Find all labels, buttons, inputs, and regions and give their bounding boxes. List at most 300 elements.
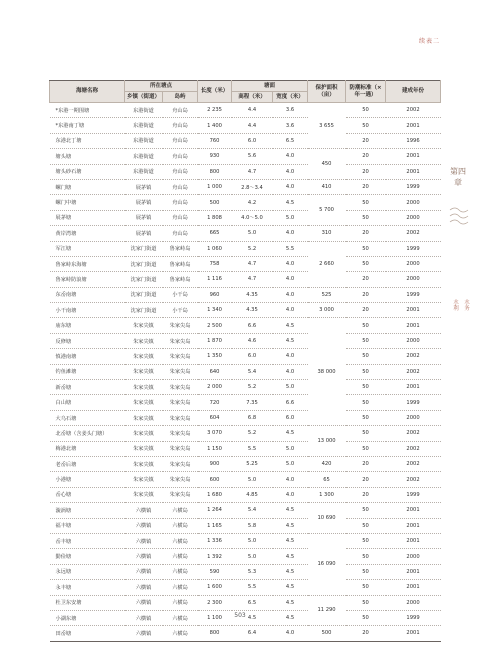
island-cell: 朱家尖岛 — [163, 426, 198, 441]
length-cell: 1 150 — [198, 441, 232, 456]
seawall-name: *东港一期围塘 — [50, 103, 125, 118]
width-cell: 4.5 — [273, 610, 308, 625]
length-cell: 800 — [198, 164, 232, 179]
island-cell: 小干岛 — [163, 287, 198, 302]
table-row — [50, 380, 441, 395]
island-cell: 朱家尖岛 — [163, 472, 198, 487]
length-cell: 600 — [198, 472, 232, 487]
area-cell: 5 700 — [308, 195, 346, 226]
island-cell: 鲁家峙岛 — [163, 241, 198, 256]
seawall-name: 军江塘 — [50, 241, 125, 256]
table-row — [50, 364, 441, 379]
township-cell: 展茅镇 — [125, 226, 163, 241]
seawall-name: 勤俭塘 — [50, 549, 125, 564]
height-cell: 2.8～3.4 — [232, 179, 273, 194]
area-cell: 3 000 — [308, 303, 346, 318]
township-cell: 六横镇 — [125, 518, 163, 533]
township-cell: 沈家门街道 — [125, 272, 163, 287]
height-cell: 6.8 — [232, 410, 273, 425]
year-cell: 2000 — [386, 195, 441, 210]
township-cell: 六横镇 — [125, 503, 163, 518]
year-cell: 2002 — [386, 456, 441, 471]
standard-cell: 50 — [346, 426, 386, 441]
standard-cell: 20 — [346, 487, 386, 502]
township-cell: 六横镇 — [125, 549, 163, 564]
seawall-name: 黄岸湾塘 — [50, 226, 125, 241]
standard-cell: 50 — [346, 533, 386, 548]
table-header — [50, 81, 441, 103]
table-row — [50, 503, 441, 518]
table-row — [50, 410, 441, 425]
island-cell: 鲁家峙岛 — [163, 256, 198, 271]
seawall-table — [49, 80, 441, 642]
township-cell: 东港街道 — [125, 133, 163, 148]
standard-cell: 50 — [346, 195, 386, 210]
seawall-name: 螺门塘 — [50, 179, 125, 194]
area-cell: 1 300 — [308, 487, 346, 502]
year-cell: 2002 — [386, 226, 441, 241]
length-cell: 2 000 — [198, 380, 232, 395]
year-cell: 1999 — [386, 395, 441, 410]
island-cell: 舟山岛 — [163, 226, 198, 241]
length-cell: 1 340 — [198, 303, 232, 318]
standard-cell: 20 — [346, 287, 386, 302]
standard-cell: 50 — [346, 318, 386, 333]
area-cell: 38 000 — [308, 318, 346, 426]
standard-cell: 20 — [346, 179, 386, 194]
year-cell: 2000 — [386, 410, 441, 425]
length-cell: 665 — [198, 226, 232, 241]
height-cell: 4.6 — [232, 333, 273, 348]
side-text-1: 水利 — [453, 300, 459, 312]
height-cell: 6.5 — [232, 595, 273, 610]
seawall-name: 白山塘 — [50, 395, 125, 410]
standard-cell: 20 — [346, 626, 386, 641]
standard-cell: 50 — [346, 256, 386, 271]
seawall-name: 永远塘 — [50, 564, 125, 579]
table-row — [50, 118, 441, 133]
length-cell: 640 — [198, 364, 232, 379]
length-cell: 2 235 — [198, 103, 232, 118]
township-cell: 朱家尖镇 — [125, 487, 163, 502]
year-cell: 1999 — [386, 487, 441, 502]
township-cell: 朱家尖镇 — [125, 426, 163, 441]
year-cell: 2002 — [386, 349, 441, 364]
length-cell: 1 100 — [198, 610, 232, 625]
height-cell: 5.8 — [232, 518, 273, 533]
width-cell: 4.0 — [273, 164, 308, 179]
seawall-name: 反修塘 — [50, 333, 125, 348]
township-cell: 六横镇 — [125, 564, 163, 579]
length-cell: 900 — [198, 456, 232, 471]
seawall-name: 东港北丁塘 — [50, 133, 125, 148]
seawall-name: 漩涡塘 — [50, 503, 125, 518]
width-cell: 4.0 — [273, 349, 308, 364]
width-cell: 4.5 — [273, 549, 308, 564]
height-cell: 4.5 — [232, 610, 273, 625]
area-cell: 16 090 — [308, 533, 346, 595]
island-cell: 舟山岛 — [163, 133, 198, 148]
width-cell: 4.5 — [273, 595, 308, 610]
table-row — [50, 549, 441, 564]
township-cell: 朱家尖镇 — [125, 380, 163, 395]
table-row — [50, 133, 441, 148]
standard-cell: 50 — [346, 103, 386, 118]
height-cell: 5.2 — [232, 241, 273, 256]
length-cell: 1 870 — [198, 333, 232, 348]
seawall-name: 小港塘 — [50, 472, 125, 487]
seawall-name: *东港南丁塘 — [50, 118, 125, 133]
standard-cell: 50 — [346, 395, 386, 410]
height-cell: 6.6 — [232, 318, 273, 333]
seawall-name: 鲁家峙东海塘 — [50, 256, 125, 271]
length-cell: 1 600 — [198, 580, 232, 595]
year-cell: 2001 — [386, 564, 441, 579]
year-cell: 1999 — [386, 610, 441, 625]
side-text-2: 水务 — [464, 300, 470, 312]
island-cell: 舟山岛 — [163, 179, 198, 194]
width-cell: 4.0 — [273, 287, 308, 302]
standard-cell: 50 — [346, 503, 386, 518]
height-cell: 5.5 — [232, 441, 273, 456]
seawall-name: 永丰塘 — [50, 580, 125, 595]
table-row — [50, 533, 441, 548]
township-cell: 东港街道 — [125, 164, 163, 179]
area-cell: 450 — [308, 149, 346, 180]
height-cell: 7.35 — [232, 395, 273, 410]
township-cell: 六横镇 — [125, 610, 163, 625]
height-cell: 5.25 — [232, 456, 273, 471]
standard-cell: 50 — [346, 118, 386, 133]
width-cell: 4.0 — [273, 256, 308, 271]
standard-cell: 50 — [346, 610, 386, 625]
width-cell: 3.6 — [273, 103, 308, 118]
width-cell: 4.5 — [273, 318, 308, 333]
area-cell: 3 655 — [308, 103, 346, 149]
header-length: 长度（米） — [198, 81, 232, 103]
length-cell: 720 — [198, 395, 232, 410]
standard-cell: 50 — [346, 349, 386, 364]
area-cell: 310 — [308, 226, 346, 241]
length-cell: 3 070 — [198, 426, 232, 441]
height-cell: 5.5 — [232, 580, 273, 595]
height-cell: 6.0 — [232, 133, 273, 148]
header-township: 乡镇（街道） — [125, 92, 163, 103]
township-cell: 朱家尖镇 — [125, 349, 163, 364]
seawall-name: 小干南塘 — [50, 303, 125, 318]
township-cell: 朱家尖镇 — [125, 333, 163, 348]
width-cell: 5.0 — [273, 441, 308, 456]
island-cell: 朱家尖岛 — [163, 487, 198, 502]
island-cell: 小干岛 — [163, 303, 198, 318]
height-cell: 4.0～5.0 — [232, 210, 273, 225]
width-cell: 4.0 — [273, 226, 308, 241]
height-cell: 6.0 — [232, 349, 273, 364]
year-cell: 2000 — [386, 272, 441, 287]
year-cell: 2001 — [386, 118, 441, 133]
table-row — [50, 518, 441, 533]
table-row — [50, 179, 441, 194]
seawall-name: 老岙后塘 — [50, 456, 125, 471]
width-cell: 4.0 — [273, 303, 308, 318]
area-cell: 10 690 — [308, 503, 346, 534]
length-cell: 1 400 — [198, 118, 232, 133]
standard-cell: 50 — [346, 564, 386, 579]
year-cell: 2000 — [386, 333, 441, 348]
table-row — [50, 472, 441, 487]
header-location: 所在塘点 — [125, 81, 198, 92]
year-cell: 2002 — [386, 364, 441, 379]
length-cell: 1 392 — [198, 549, 232, 564]
length-cell: 1 060 — [198, 241, 232, 256]
township-cell: 沈家门街道 — [125, 241, 163, 256]
year-cell: 1999 — [386, 241, 441, 256]
table-row — [50, 333, 441, 348]
island-cell: 舟山岛 — [163, 149, 198, 164]
township-cell: 朱家尖镇 — [125, 472, 163, 487]
wave-ornament-icon — [448, 202, 470, 232]
table-row — [50, 226, 441, 241]
seawall-name: 梅港北塘 — [50, 441, 125, 456]
table-row — [50, 256, 441, 271]
island-cell: 六横岛 — [163, 549, 198, 564]
table-row — [50, 103, 441, 118]
seawall-name: 岙心塘 — [50, 487, 125, 502]
width-cell: 5.5 — [273, 241, 308, 256]
standard-cell: 20 — [346, 456, 386, 471]
header-island: 岛屿 — [163, 92, 198, 103]
length-cell: 2 500 — [198, 318, 232, 333]
table-row — [50, 241, 441, 256]
area-cell: 13 000 — [308, 426, 346, 457]
year-cell: 2001 — [386, 533, 441, 548]
township-cell: 朱家尖镇 — [125, 441, 163, 456]
township-cell: 沈家门街道 — [125, 303, 163, 318]
island-cell: 朱家尖岛 — [163, 380, 198, 395]
table-row — [50, 149, 441, 164]
table-row — [50, 318, 441, 333]
island-cell: 朱家尖岛 — [163, 410, 198, 425]
seawall-name: 鲁家峙防浪塘 — [50, 272, 125, 287]
width-cell: 4.0 — [273, 149, 308, 164]
length-cell: 1 350 — [198, 349, 232, 364]
width-cell: 4.0 — [273, 272, 308, 287]
area-cell: 500 — [308, 626, 346, 641]
table-row — [50, 456, 441, 471]
standard-cell: 50 — [346, 441, 386, 456]
length-cell: 1 808 — [198, 210, 232, 225]
seawall-name: 塘头砂石塘 — [50, 164, 125, 179]
island-cell: 鲁家峙岛 — [163, 272, 198, 287]
height-cell: 4.7 — [232, 256, 273, 271]
area-cell: 420 — [308, 456, 346, 471]
seawall-name: 田岙塘 — [50, 626, 125, 641]
width-cell: 4.0 — [273, 179, 308, 194]
width-cell: 4.0 — [273, 472, 308, 487]
township-cell: 展茅镇 — [125, 179, 163, 194]
township-cell: 六横镇 — [125, 595, 163, 610]
year-cell: 2002 — [386, 472, 441, 487]
year-cell: 2001 — [386, 149, 441, 164]
year-cell: 2001 — [386, 518, 441, 533]
township-cell: 朱家尖镇 — [125, 395, 163, 410]
height-cell: 5.0 — [232, 533, 273, 548]
width-cell: 5.0 — [273, 456, 308, 471]
island-cell: 朱家尖岛 — [163, 456, 198, 471]
island-cell: 朱家尖岛 — [163, 333, 198, 348]
height-cell: 5.2 — [232, 426, 273, 441]
seawall-name: 北岙塘（含姜头门塘） — [50, 426, 125, 441]
header-area: 保护面积（亩） — [308, 81, 346, 103]
island-cell: 朱家尖岛 — [163, 364, 198, 379]
township-cell: 东港街道 — [125, 103, 163, 118]
township-cell: 东港街道 — [125, 149, 163, 164]
width-cell: 4.5 — [273, 195, 308, 210]
length-cell: 760 — [198, 133, 232, 148]
township-cell: 朱家尖镇 — [125, 410, 163, 425]
island-cell: 六横岛 — [163, 518, 198, 533]
year-cell: 2001 — [386, 626, 441, 641]
width-cell: 6.6 — [273, 395, 308, 410]
table-row — [50, 195, 441, 210]
year-cell: 2000 — [386, 210, 441, 225]
seawall-name: 慎港南塘 — [50, 349, 125, 364]
year-cell: 2001 — [386, 164, 441, 179]
length-cell: 758 — [198, 256, 232, 271]
table-row — [50, 580, 441, 595]
township-cell: 朱家尖镇 — [125, 456, 163, 471]
township-cell: 沈家门街道 — [125, 287, 163, 302]
island-cell: 舟山岛 — [163, 103, 198, 118]
seawall-name: 岙丰塘 — [50, 533, 125, 548]
area-cell: 11 290 — [308, 595, 346, 626]
standard-cell: 50 — [346, 210, 386, 225]
height-cell: 5.4 — [232, 503, 273, 518]
header-width: 宽度（米） — [273, 92, 308, 103]
standard-cell: 20 — [346, 303, 386, 318]
height-cell: 6.4 — [232, 626, 273, 641]
width-cell: 6.5 — [273, 133, 308, 148]
year-cell: 1999 — [386, 287, 441, 302]
year-cell: 2001 — [386, 503, 441, 518]
chapter-label: 第四章 — [450, 167, 466, 187]
seawall-name: 展茅塘 — [50, 210, 125, 225]
height-cell: 5.0 — [232, 549, 273, 564]
width-cell: 4.5 — [273, 426, 308, 441]
year-cell: 2001 — [386, 318, 441, 333]
year-cell: 2000 — [386, 595, 441, 610]
year-cell: 1999 — [386, 179, 441, 194]
length-cell: 590 — [198, 564, 232, 579]
length-cell: 1 165 — [198, 518, 232, 533]
header-name: 海塘名称 — [50, 81, 125, 103]
township-cell: 六横镇 — [125, 533, 163, 548]
length-cell: 1 336 — [198, 533, 232, 548]
township-cell: 东港街道 — [125, 118, 163, 133]
year-cell: 2002 — [386, 441, 441, 456]
header-height: 高程（米） — [232, 92, 273, 103]
seawall-name: 钓鱼滩塘 — [50, 364, 125, 379]
table-row — [50, 395, 441, 410]
standard-cell: 20 — [346, 164, 386, 179]
township-cell: 六横镇 — [125, 626, 163, 641]
island-cell: 舟山岛 — [163, 210, 198, 225]
width-cell: 4.0 — [273, 487, 308, 502]
width-cell: 4.5 — [273, 518, 308, 533]
table-row — [50, 426, 441, 441]
area-cell: 65 — [308, 472, 346, 487]
height-cell: 4.4 — [232, 103, 273, 118]
year-cell: 1996 — [386, 133, 441, 148]
table-row — [50, 287, 441, 302]
standard-cell: 20 — [346, 133, 386, 148]
standard-cell: 50 — [346, 333, 386, 348]
width-cell: 4.5 — [273, 533, 308, 548]
height-cell: 4.35 — [232, 287, 273, 302]
header-standard: 防潮标准（×年一遇） — [346, 81, 386, 103]
height-cell: 5.3 — [232, 564, 273, 579]
table-row — [50, 272, 441, 287]
seawall-name: 小湖东塘 — [50, 610, 125, 625]
table-row — [50, 210, 441, 225]
island-cell: 朱家尖岛 — [163, 441, 198, 456]
island-cell: 朱家尖岛 — [163, 395, 198, 410]
height-cell: 4.35 — [232, 303, 273, 318]
length-cell: 604 — [198, 410, 232, 425]
area-cell: 2 660 — [308, 241, 346, 287]
island-cell: 朱家尖岛 — [163, 349, 198, 364]
seawall-name: 庙东塘 — [50, 318, 125, 333]
height-cell: 5.4 — [232, 364, 273, 379]
table-body — [50, 103, 441, 642]
area-cell: 525 — [308, 287, 346, 302]
table-row — [50, 441, 441, 456]
length-cell: 500 — [198, 195, 232, 210]
standard-cell: 20 — [346, 226, 386, 241]
standard-cell: 50 — [346, 518, 386, 533]
seawall-name: 大乌石塘 — [50, 410, 125, 425]
width-cell: 4.5 — [273, 503, 308, 518]
length-cell: 1 000 — [198, 179, 232, 194]
width-cell: 6.0 — [273, 410, 308, 425]
height-cell: 4.2 — [232, 195, 273, 210]
width-cell: 4.5 — [273, 580, 308, 595]
page-number: 503 — [234, 612, 246, 619]
length-cell: 1 680 — [198, 487, 232, 502]
height-cell: 5.2 — [232, 380, 273, 395]
width-cell: 4.5 — [273, 333, 308, 348]
height-cell: 4.7 — [232, 272, 273, 287]
seawall-name: 杜卫东安塘 — [50, 595, 125, 610]
table-row — [50, 487, 441, 502]
standard-cell: 50 — [346, 364, 386, 379]
year-cell: 2001 — [386, 380, 441, 395]
table-row — [50, 164, 441, 179]
township-cell: 朱家尖镇 — [125, 364, 163, 379]
standard-cell: 50 — [346, 595, 386, 610]
seawall-name: 东岙南塘 — [50, 287, 125, 302]
table-row — [50, 595, 441, 610]
standard-cell: 50 — [346, 410, 386, 425]
island-cell: 舟山岛 — [163, 195, 198, 210]
island-cell: 朱家尖岛 — [163, 318, 198, 333]
island-cell: 舟山岛 — [163, 164, 198, 179]
township-cell: 展茅镇 — [125, 210, 163, 225]
standard-cell: 50 — [346, 380, 386, 395]
township-cell: 六横镇 — [125, 580, 163, 595]
island-cell: 六横岛 — [163, 503, 198, 518]
height-cell: 5.0 — [232, 226, 273, 241]
